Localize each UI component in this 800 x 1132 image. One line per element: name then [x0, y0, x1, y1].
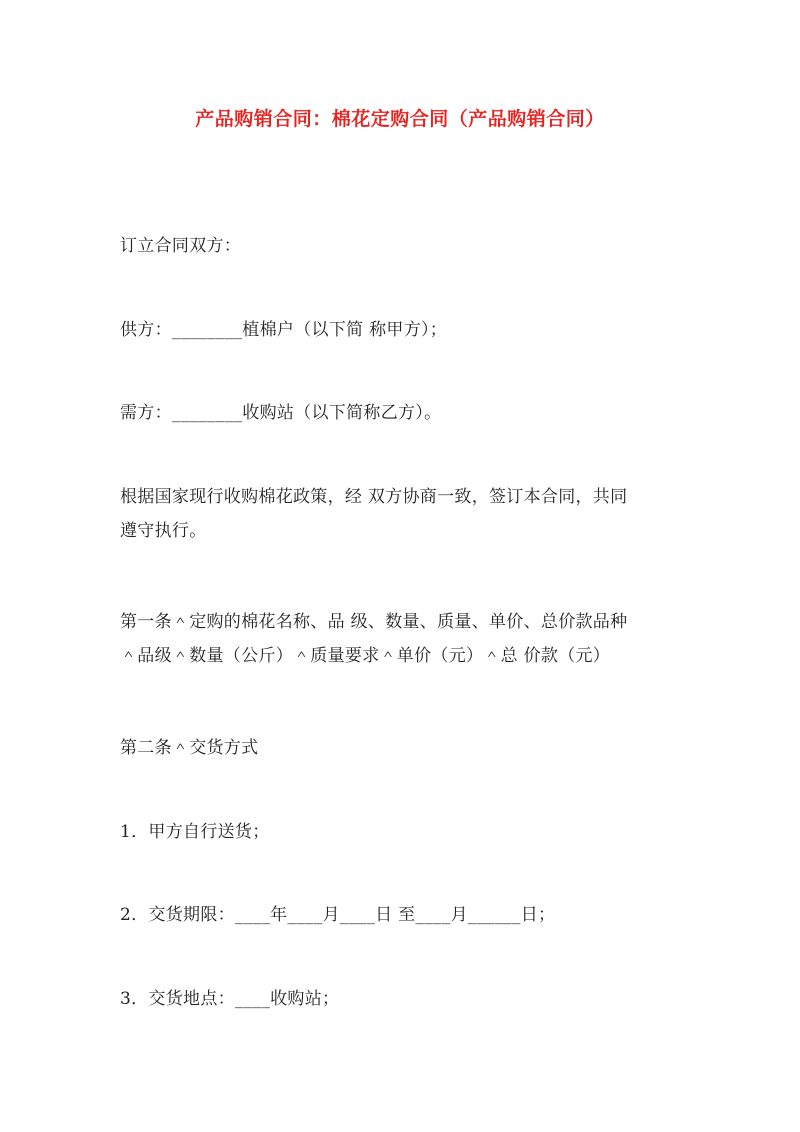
paragraph-item-3	[120, 982, 700, 1016]
paragraph-supplier	[120, 313, 700, 347]
text-line: 需方：________收购站（以下简称乙方）。	[120, 403, 442, 423]
text-line: 订立合同双方：	[120, 236, 242, 256]
text-line: 根据国家现行收购棉花政策，经 双方协商一致，签订本合同，共同	[120, 487, 628, 507]
text-line: 1．甲方自行送货；	[120, 822, 270, 842]
paragraph-basis	[120, 480, 700, 548]
text-line: 供方：________植棉户（以下简 称甲方）；	[120, 320, 448, 340]
text-line: 3．交货地点：____收购站；	[120, 989, 340, 1009]
text-line: 2．交货期限：____年____月____日 至____月______日；	[120, 905, 556, 925]
text-line: ＾品级＾数量（公斤）＾质量要求＾单价（元）＾总 价款（元）	[120, 646, 611, 666]
text-line: 第一条＾定购的棉花名称、品 级、数量、质量、单价、总价款品种	[120, 612, 628, 632]
paragraph-item-1	[120, 815, 700, 849]
paragraph-article-two	[120, 731, 700, 765]
paragraph-item-2	[120, 898, 700, 932]
paragraph-buyer	[120, 396, 700, 430]
text-line: 遵守执行。	[120, 521, 207, 541]
document-title: 产品购销合同：棉花定购合同（产品购销合同）	[195, 108, 605, 130]
paragraph-parties	[120, 229, 700, 263]
text-line: 第二条＾交货方式	[120, 738, 259, 758]
paragraph-article-one	[120, 605, 700, 673]
